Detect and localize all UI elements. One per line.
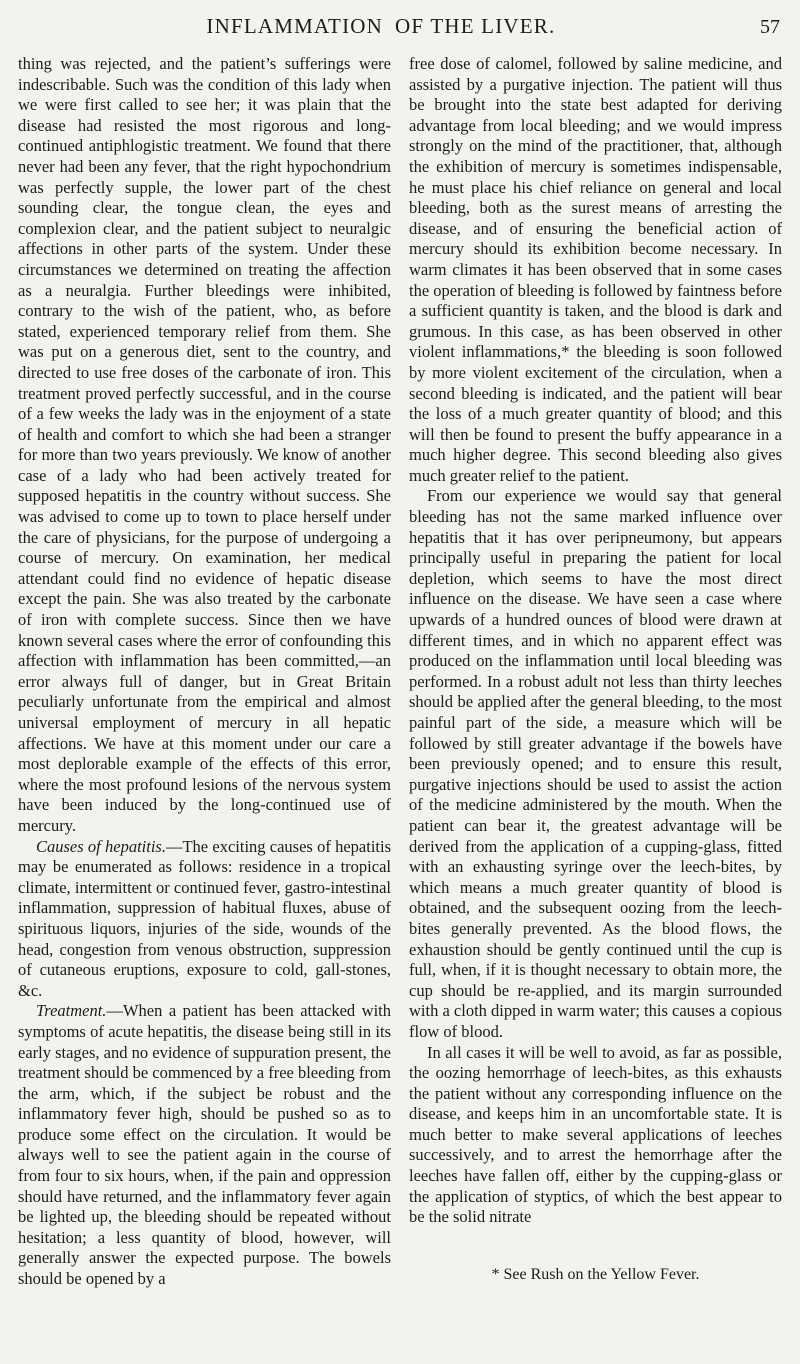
- running-head: [18, 14, 782, 50]
- footnote: * See Rush on the Yellow Fever.: [491, 1265, 700, 1283]
- page-number: 57: [760, 16, 780, 38]
- section-heading: Causes of hepatitis.: [36, 836, 166, 856]
- paragraph-text: —The exciting causes of hepatitis may be enumerated as follows: residence in a tropical climate, intermittent or continued fever, gastro-intestinal inflammation, suppression of habitual fluxes, abuse of spirituous liquors, injuries of the side, wounds of the head, congestion from venous obstruction, suppression of cutaneous eruptions, exposure to cold, gall-stones, &c.: [18, 836, 391, 1000]
- text-columns: [18, 54, 782, 1290]
- left-column: [18, 54, 391, 1290]
- paragraph: In all cases it will be well to avoid, as far as possible, the oozing hemorrhage of leech-bites, as this exhausts the patient without any corresponding influence on the disease, and keeps him in an uncomfortable state. It is much better to make several applications of leeches successively, and to arrest the hemorrhage after the leeches have fallen off, either by the cupping-glass or the application of styptics, of which the best appear to be the solid nitrate: [409, 1042, 782, 1227]
- paragraph: free dose of calomel, followed by saline medicine, and assisted by a purgative injection. The patient will thus be brought into the state best adapted for deriving advantage from local bleeding; and we would impress strongly on the mind of the practitioner, that, although the exhibition of mercury is sometimes indispensable, he must place his chief reliance on general and local bleeding, both as the surest means of arresting the disease, and of ensuring the beneficial action of mercury should its exhibition become necessary. In warm climates it has been observed that in some cases the operation of bleeding is followed by faintness before a sufficient quantity is taken, and the blood is dark and grumous. In this case, as has been observed in other violent inflammations,* the bleeding is soon followed by more violent excitement of the circulation, when a second bleeding is indicated, and the patient will bear the loss of a much greater quantity of blood; and this will then be found to present the buffy appearance in a much higher degree. This second bleeding also gives much greater relief to the patient.: [409, 54, 782, 485]
- paragraph-treatment: [18, 1001, 391, 1289]
- paragraph: From our experience we would say that general bleeding has not the same marked influence over hepatitis that it has over peripneumony, but appears principally useful in preparing the patient for local depletion, which seems to have the most direct influence on the disease. We have seen a case where upwards of a hundred ounces of blood were drawn at different times, and in which no apparent effect was produced on the inflammation until local bleeding was performed. In a robust adult not less than thirty leeches should be applied after the general bleeding, to the most painful part of the side, a measure which will be followed by still greater advantage if the bowels have been previously opened; and to ensure this result, purgative injections should be used to assist the action of the medicine administered by the mouth. When the patient can bear it, the greatest advantage will be derived from the application of a cupping-glass, fitted with an exhausting syringe over the leech-bites, by which means a much greater quantity of blood is obtained, and the subsequent oozing from the leech-bites generally prevented. As the blood flows, the exhaustion should be gently continued until the cup is full, when, if it is thought necessary to obtain more, the cup should be re-applied, and its margin surrounded with a cloth dipped in warm water; this causes a copious flow of blood.: [409, 486, 782, 1041]
- running-head-left: INFLAMMATION: [206, 14, 383, 38]
- paragraph-text: —When a patient has been attacked with symptoms of acute hepatitis, the disease being still in its early stages, and no evidence of suppuration present, the treatment should be commenced by a free bleeding from the arm, which, if the subject be robust and the inflammatory fever high, should be pushed so as to produce some effect on the circulation. It would be always well to see the patient again in the course of from four to six hours, when, if the pain and oppression should have returned, and the inflammatory fever again be lighted up, the bleeding should be repeated without hesitation; a less quantity of blood, however, will generally answer the expected purpose. The bowels should be opened by a: [18, 1001, 391, 1289]
- paragraph-causes: [18, 837, 391, 1002]
- paragraph: thing was rejected, and the patient’s sufferings were indescribable. Such was the condition of this lady when we were first called to see her; it was plain that the disease had resisted the most rigorous and long-continued antiphlogistic treatment. We found that there never had been any fever, that the right hypochondrium was perfectly supple, the lower part of the chest sounding clear, the tongue clean, the eyes and complexion clear, and the patient subject to neuralgic affections in other parts of the system. Under these circumstances we determined on treating the affection as a neuralgia. Further bleedings were inhibited, contrary to the wish of the patient, who, as before stated, experienced temporary relief from them. She was put on a generous diet, sent to the country, and directed to use free doses of the carbonate of iron. This treatment proved perfectly successful, and in the course of a few weeks the lady was in the enjoyment of a state of health and comfort to which she had been a stranger for more than two years previously. We know of another case of a lady who had been actively treated for supposed hepatitis in the country without success. She was advised to come up to town to place herself under the care of physicians, for the purpose of undergoing a course of mercury. On examination, her medical attendant could find no evidence of hepatic disease except the pain. She was also treated by the carbonate of iron with complete success. Since then we have known several cases where the error of confounding this affection with inflammation has been committed,—an error always full of danger, but in Great Britain peculiarly unfortunate from the empirical and almost universal employment of mercury in all hepatic affections. We have at this moment under our care a most deplorable example of the effects of this error, where the most profound lesions of the nervous system have been induced by the long-continued use of mercury.: [18, 54, 391, 835]
- right-column: [409, 54, 782, 1290]
- running-head-right: OF THE LIVER.: [395, 14, 556, 38]
- section-heading: Treatment.: [36, 1001, 107, 1021]
